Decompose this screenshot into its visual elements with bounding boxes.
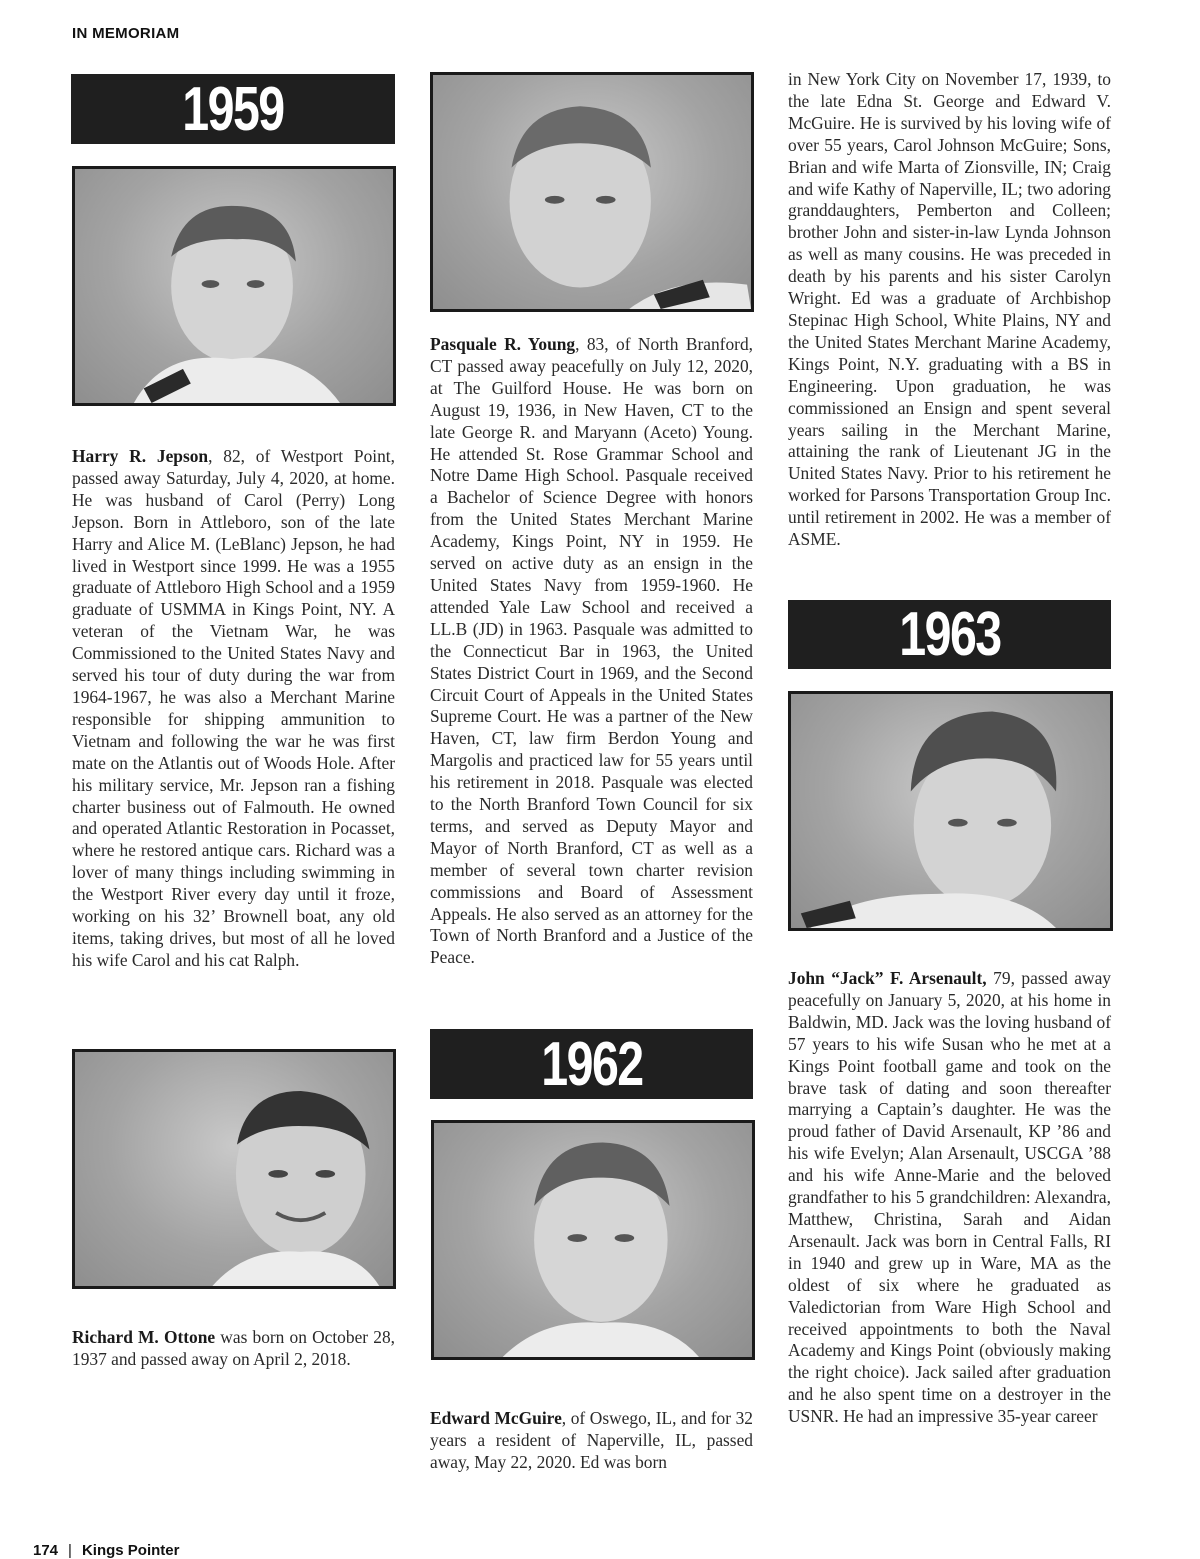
obituary-jepson bbox=[72, 446, 395, 972]
obituary-ottone bbox=[72, 1327, 395, 1371]
obituary-text-jepson: , 82, of Westport Point, passed away Saturday, July 4, 2020, at home. He was husband of Carol (Perry) Long Jepson. Born in Attleboro, son of the late Harry and Alice M. (LeBlanc) Jepson, he had lived in Westport since 1999. He was a 1955 graduate of Attleboro High School and a 1959 graduate of USMMA in Kings Point, NY. A veteran of the Vietnam War, he was Commissioned to the United States Navy and served his tour of duty during the war from 1964-1967, he was also a Merchant Marine responsible for shipping ammunition to Vietnam and following the war he was first mate on the Atlantis out of Woods Hole. After his military service, Mr. Jepson ran a fishing charter business out of Falmouth. He owned and operated Atlantic Restoration in Pocasset, where he restored antique cars. Richard was a lover of many things including swimming in the Westport River every day until it froze, working on his 32’ Brownell boat, any old items, taking drives, but most of all he loved his wife Carol and his cat Ralph. bbox=[72, 446, 395, 970]
obituary-name-mcguire: Edward McGuire bbox=[430, 1408, 562, 1428]
portrait-photo-jepson bbox=[72, 166, 396, 406]
obituary-text-arsenault: 79, passed away peacefully on January 5, 2020, at his home in Baldwin, MD. Jack was the loving husband of 57 years to his wife Susan who he met at a Kings Point football game and took on the brave task of dating and soon thereafter marrying a Captain’s daughter. He was the proud father of David Arsenault, KP ’86 and his wife Evelyn; Alan Arsenault, USCGA ’88 and his wife Anne-Marie and the beloved grandfather to his 5 grandchildren: Alexandra, Matthew, Christina, Sarah and Aidan Arsenault. Jack was born in Central Falls, RI in 1940 and grew up in Ware, MA as the oldest of six where he graduated as Valedictorian from Ware High School and received appointments to both the Naval Academy and Kings Point (obviously making the right choice). Jack sailed after graduation and he also spent time on a destroyer in the USNR. He had an impressive 35-year career bbox=[788, 968, 1112, 1427]
obituary-text-ottone: was born on October 28, 1937 and passed away on April 2, 2018. bbox=[72, 1327, 395, 1369]
page-footer bbox=[33, 1542, 179, 1559]
section-label: IN MEMORIAM bbox=[72, 25, 180, 42]
obituary-name-jepson: Harry R. Jepson bbox=[72, 446, 209, 466]
obituary-name-ottone: Richard M. Ottone bbox=[72, 1327, 216, 1347]
publication-name: Kings Pointer bbox=[81, 1542, 180, 1559]
page-number: 174 bbox=[33, 1542, 59, 1559]
obituary-name-arsenault: John “Jack” F. Arsenault, bbox=[788, 968, 987, 988]
footer-separator: | bbox=[68, 1542, 72, 1559]
obituary-arsenault bbox=[788, 968, 1111, 1428]
year-banner-1963: 1963 bbox=[788, 600, 1111, 669]
year-banner-1959: 1959 bbox=[71, 74, 395, 144]
year-banner-1962: 1962 bbox=[430, 1029, 753, 1099]
obituary-text-mcguire: , of Oswego, IL, and for 32 years a resident of Naperville, IL, passed away, May 22, 2020. Ed was born bbox=[430, 1408, 753, 1472]
obituary-text-mcguire-continued: in New York City on November 17, 1939, to the late Edna St. George and Edward V. McGuire. He is survived by his loving wife of over 55 years, Carol Johnson McGuire; Sons, Brian and wife Marta of Zionsville, IN; Craig and wife Kathy of Naperville, IL; two adoring granddaughters, Pemberton and Colleen; brother John and sister-in-law Lynda Johnson as well as many cousins. He was preceded in death by his parents and his sister Carolyn Wright. Ed was a graduate of Archbishop Stepinac High School, White Plains, NY and the United States Merchant Marine Academy, Kings Point, N.Y. graduating with a BS in Engineering. Upon graduation, he was commissioned an Ensign and spent several years sailing in the Merchant Marine, attaining the rank of Lieutenant JG in the United States Navy. Prior to his retirement he worked for Parsons Transportation Group Inc. until retirement in 2002. He was a member of ASME. bbox=[788, 69, 1111, 550]
obituary-text-young: , 83, of North Branford, CT passed away peacefully on July 12, 2020, at The Guilford House. He was born on August 19, 1936, in New Haven, CT to the late George R. and Maryann (Aceto) Young. He attended St. Rose Grammar School and Notre Dame High School. Pasquale received a Bachelor of Science Degree with honors from the United States Merchant Marine Academy, Kings Point, NY in 1959. He served on active duty as an ensign in the United States Navy from 1959-1960. He attended Yale Law School and received a LL.B (JD) in 1963. Pasquale was admitted to the Connecticut Bar in 1963, the United States District Court in 1969, and the Second Circuit Court of Appeals in the United States Supreme Court. He was a partner of the New Haven, CT, law firm Berdon Young and Margolis and practiced law for 55 years until his retirement in 2018. Pasquale was elected to the North Branford Town Council for six terms, and served as Deputy Mayor and Mayor of North Branford, CT as well as a member of several town charter revision commissions and Board of Assessment Appeals. He also served as an attorney for the Town of North Branford and a Justice of the Peace. bbox=[430, 334, 753, 968]
obituary-mcguire-continued bbox=[788, 69, 1111, 551]
portrait-photo-mcguire bbox=[431, 1120, 755, 1360]
obituary-mcguire bbox=[430, 1408, 753, 1474]
portrait-photo-young bbox=[430, 72, 754, 312]
obituary-young bbox=[430, 334, 753, 969]
portrait-photo-arsenault bbox=[788, 691, 1113, 931]
obituary-name-young: Pasquale R. Young bbox=[430, 334, 576, 354]
portrait-photo-ottone bbox=[72, 1049, 396, 1289]
